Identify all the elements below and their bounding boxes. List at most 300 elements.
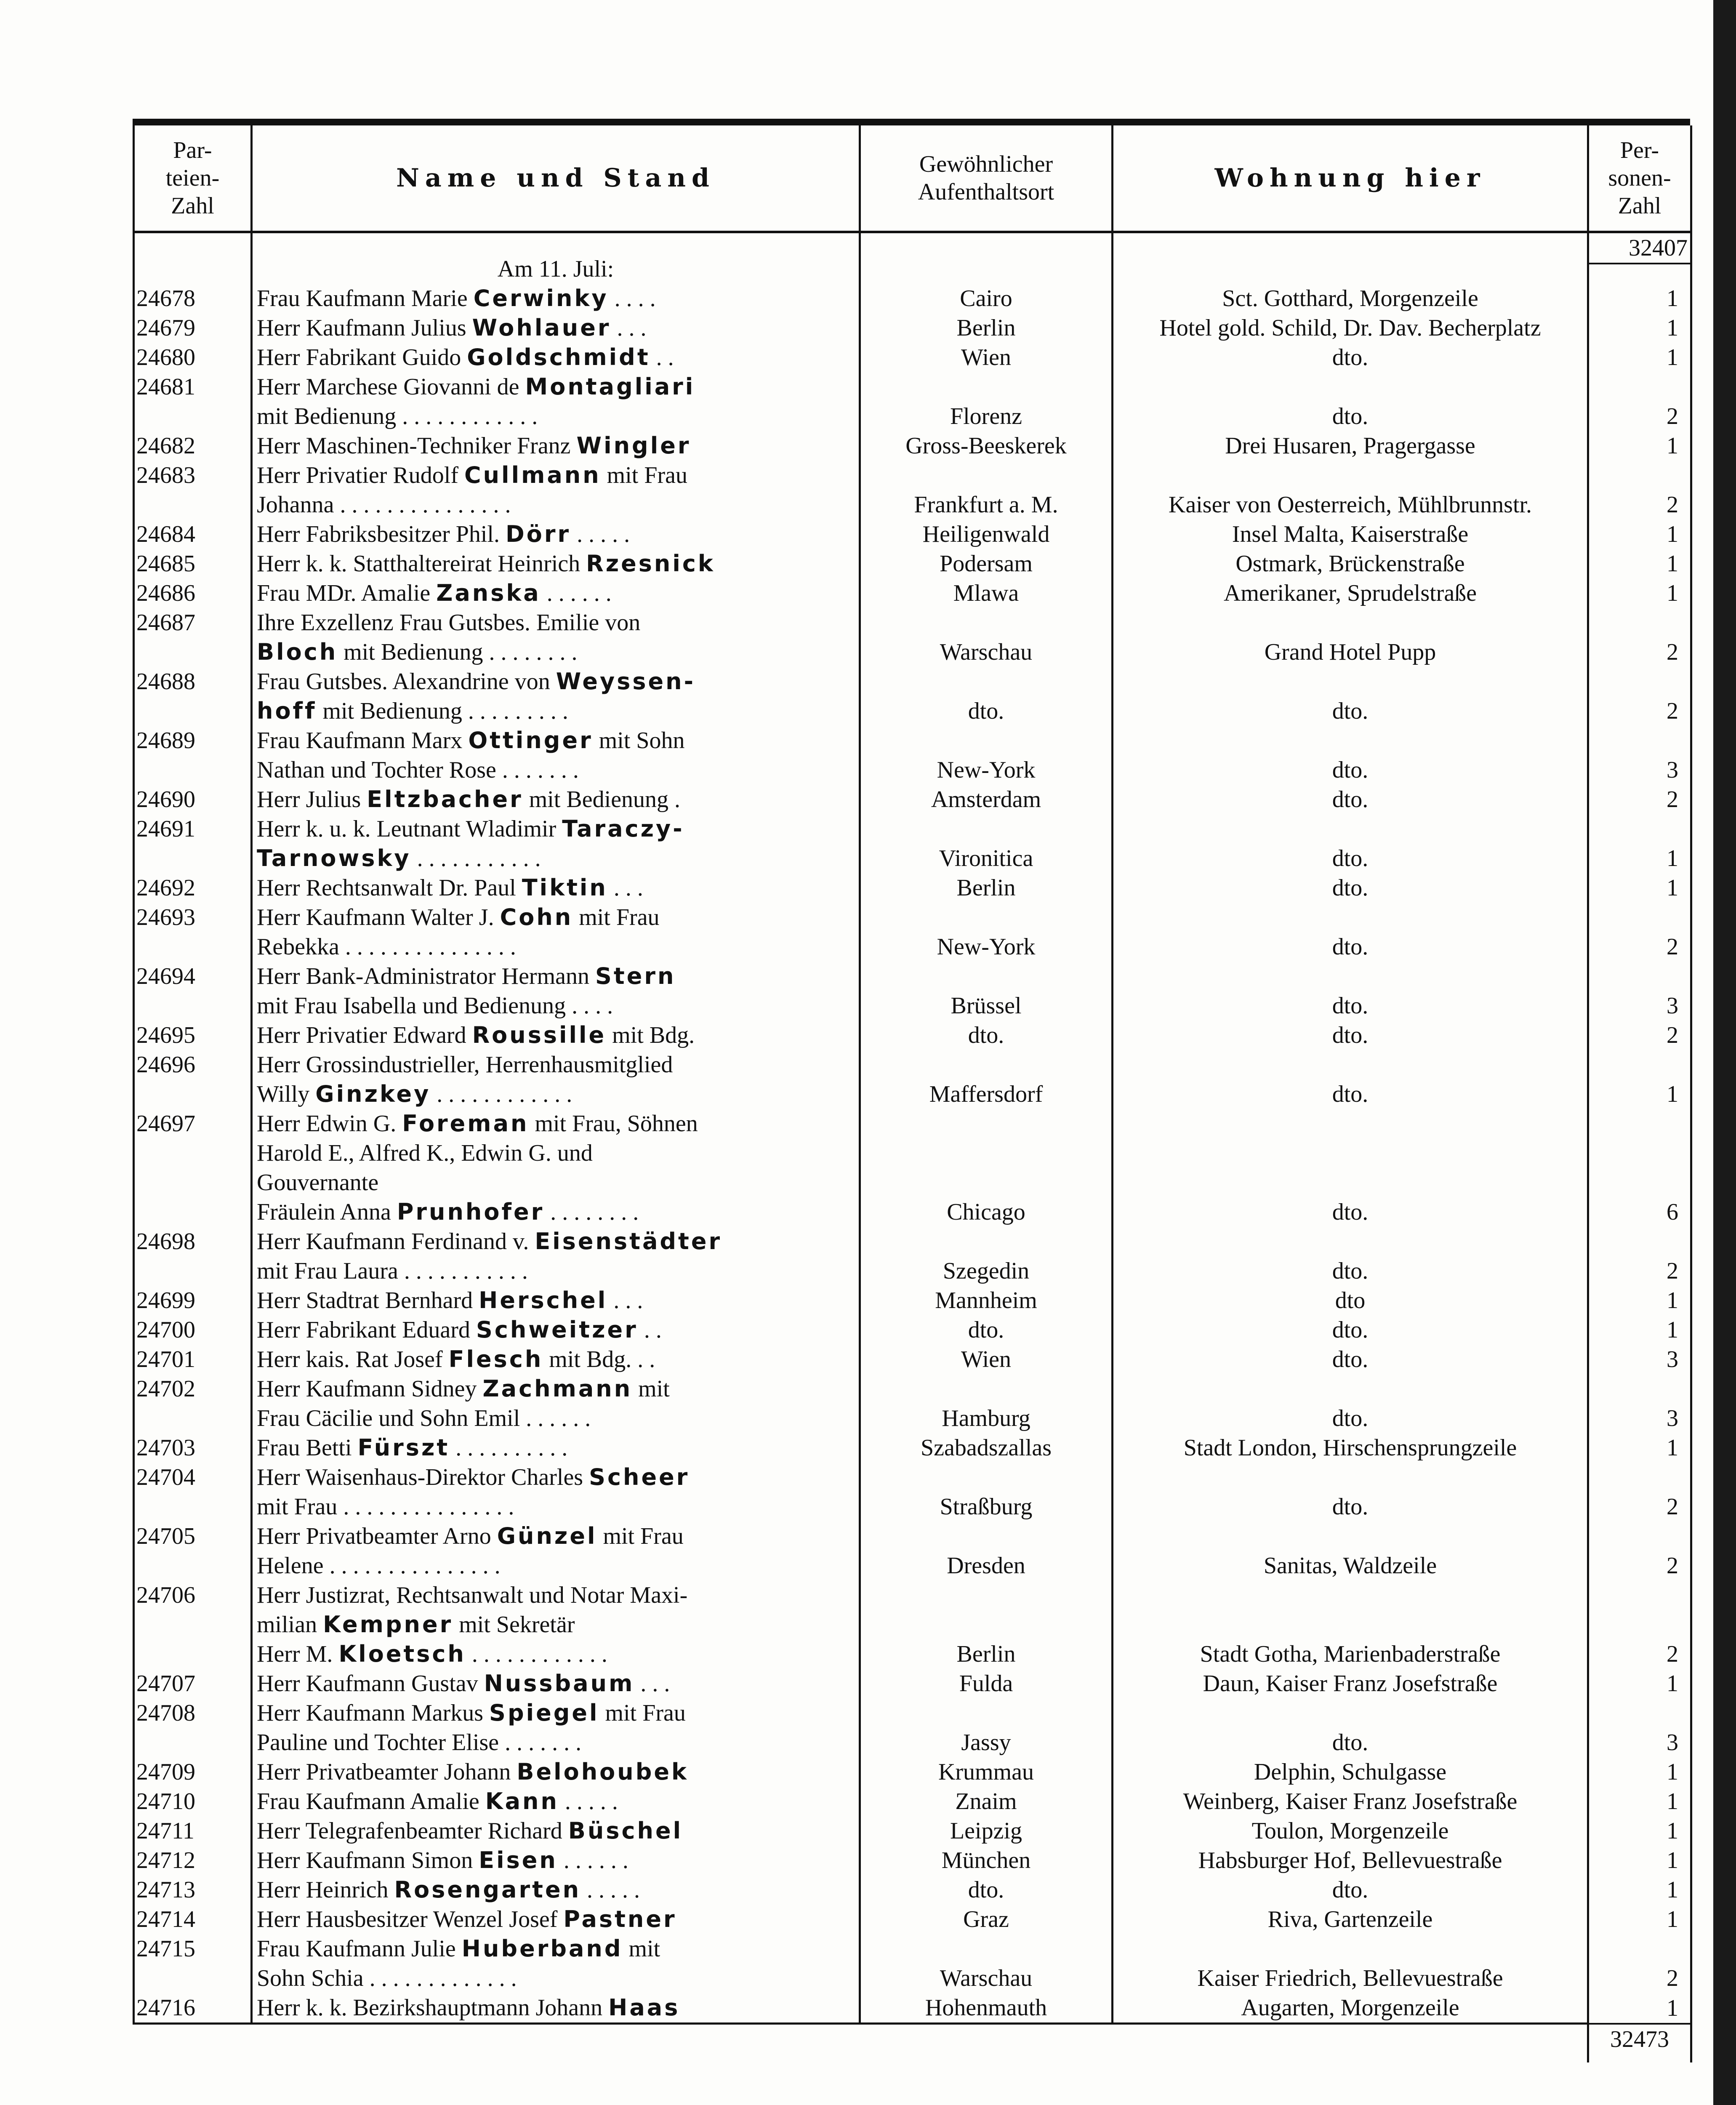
guest-name-cell [252,1050,860,1109]
name-text: Herr Bank-Administrator Hermann [257,963,595,989]
usual-residence: Amsterdam [860,785,1113,814]
name-suffix: . . . . . . . . [544,1199,639,1225]
name-text: Fräulein Anna [257,1199,397,1225]
name-suffix: mit Bedienung . . . . . . . . [338,639,578,665]
name-text: Pauline und Tochter Elise [257,1729,499,1756]
name-text: mit Bedienung [257,403,397,429]
surname: Büschel [568,1817,683,1844]
guest-name-cell [252,1521,860,1580]
name-text: Frau MDr. Amalie [257,580,437,606]
guest-name-cell [252,608,860,667]
surname: Wingler [576,432,691,459]
name-suffix: . . . . [566,993,613,1019]
surname: Huberband [461,1935,623,1962]
surname: Cerwinky [473,285,609,312]
total-row [134,2024,1691,2063]
surname: Zachmann [482,1375,633,1402]
name-line [257,667,855,696]
name-line [257,1197,855,1227]
guest-name-cell [252,785,860,814]
name-line [257,1138,855,1168]
usual-residence: Szabadszallas [860,1433,1113,1463]
surname: Nussbaum [484,1670,635,1697]
party-number: 24687 [134,608,252,667]
table-row [134,1286,1691,1315]
surname: Eltzbacher [367,786,523,813]
usual-residence: dto. [860,1021,1113,1050]
name-line [257,755,855,785]
person-count: 2 [1588,785,1691,814]
local-lodging: dto. [1113,667,1588,726]
table-row [134,1433,1691,1463]
header-person-count: Per- sonen- Zahl [1588,125,1691,232]
name-text: Frau Kaufmann Marie [257,285,474,312]
name-text: Herr Privatbeamter Arno [257,1523,497,1549]
surname: Kempner [323,1611,453,1638]
person-count: 1 [1588,284,1691,313]
surname: Dörr [505,521,571,547]
person-count: 3 [1588,726,1691,785]
guest-name-cell [252,903,860,962]
name-line [257,1757,855,1787]
table-row [134,284,1691,313]
party-number: 24716 [134,1993,252,2024]
person-count: 2 [1588,667,1691,726]
local-lodging: Grand Hotel Pupp [1113,608,1588,667]
name-text: Willy [257,1081,316,1107]
guest-name-cell [252,1433,860,1463]
surname: Kann [485,1788,559,1815]
name-text: Herr Privatbeamter Johann [257,1759,517,1785]
name-line [257,1964,855,1993]
local-lodging: dto. [1113,372,1588,431]
party-number: 24690 [134,785,252,814]
name-line [257,1286,855,1315]
name-line [257,1109,855,1138]
party-number: 24684 [134,520,252,549]
name-line [257,490,855,520]
local-lodging: Daun, Kaiser Franz Josefstraße [1113,1669,1588,1698]
usual-residence: Graz [860,1905,1113,1934]
surname: hoff [257,698,317,724]
header-row [134,125,1691,232]
name-line [257,1993,855,2022]
name-line [257,520,855,549]
party-number: 24713 [134,1875,252,1905]
surname: Wohlauer [472,314,611,341]
name-text: Herr k. k. Statthaltereirat Heinrich [257,551,586,577]
name-text: Herr Kaufmann Sidney [257,1376,483,1402]
name-text: Sohn Schia [257,1965,364,1991]
surname: Scheer [589,1464,690,1490]
guest-name-cell [252,1875,860,1905]
person-count: 1 [1588,1846,1691,1875]
local-lodging: Stadt Gotha, Marienbaderstraße [1113,1580,1588,1669]
party-number: 24686 [134,578,252,608]
table-row [134,1021,1691,1050]
guest-name-cell [252,343,860,372]
name-suffix: mit Bedienung . [523,786,681,813]
surname: Taraczy- [562,815,684,842]
person-count: 2 [1588,1021,1691,1050]
name-line [257,1345,855,1374]
table-row [134,1521,1691,1580]
surname: Ginzkey [315,1081,431,1107]
usual-residence: Fulda [860,1669,1113,1698]
surname: Roussille [472,1022,607,1048]
name-text: Herr k. k. Bezirkshauptmann Johann [257,1995,609,2021]
person-count: 1 [1588,1050,1691,1109]
party-number: 24680 [134,343,252,372]
party-number: 24710 [134,1787,252,1816]
table-row [134,1345,1691,1374]
surname: Bloch [257,639,338,665]
name-suffix: . . . . . [571,521,630,547]
surname: Cohn [500,904,573,930]
usual-residence: dto. [860,667,1113,726]
name-text: Herr Stadtrat Bernhard [257,1287,479,1314]
guest-name-cell [252,962,860,1021]
top-rule [133,119,1690,125]
usual-residence: Heiligenwald [860,520,1113,549]
party-number: 24712 [134,1846,252,1875]
surname: Kloetsch [338,1641,466,1667]
usual-residence: New-York [860,903,1113,962]
name-line [257,1728,855,1757]
name-line [257,1639,855,1669]
table-row [134,1315,1691,1345]
party-number: 24698 [134,1227,252,1286]
usual-residence: Mannheim [860,1286,1113,1315]
name-line [257,1551,855,1580]
usual-residence: Znaim [860,1787,1113,1816]
name-suffix: mit Sohn [593,727,685,754]
party-number: 24709 [134,1757,252,1787]
person-count: 2 [1588,608,1691,667]
name-text: Herr Edwin G. [257,1111,402,1137]
name-line [257,726,855,755]
person-count: 1 [1588,1669,1691,1698]
name-line [257,1610,855,1639]
table-row [134,1669,1691,1698]
party-number: 24685 [134,549,252,578]
name-suffix: mit Bedienung . . . . . . . . . [317,698,568,724]
party-number: 24704 [134,1463,252,1521]
party-number: 24700 [134,1315,252,1345]
usual-residence: Podersam [860,549,1113,578]
name-line [257,1404,855,1433]
guest-name-cell [252,1227,860,1286]
name-line [257,431,855,461]
header-name-and-rank: Name und Stand [252,125,860,232]
name-suffix: . . . . . . . . . . [450,1435,568,1461]
surname: Fürszt [357,1434,450,1461]
table-row [134,962,1691,1021]
local-lodging: dto. [1113,1109,1588,1227]
person-count: 1 [1588,313,1691,343]
usual-residence: Berlin [860,313,1113,343]
name-text: Herr Kaufmann Ferdinand v. [257,1228,535,1255]
name-line [257,903,855,932]
name-suffix: . . . . . . [541,580,612,606]
name-line [257,461,855,490]
usual-residence: Wien [860,1345,1113,1374]
usual-residence: Dresden [860,1521,1113,1580]
name-suffix: . . . . . [559,1788,618,1815]
name-text: Herr Kaufmann Julius [257,315,472,341]
name-line [257,1315,855,1345]
person-count: 1 [1588,1875,1691,1905]
person-count: 3 [1588,1698,1691,1757]
party-number: 24711 [134,1816,252,1846]
party-number: 24708 [134,1698,252,1757]
usual-residence: Leipzig [860,1816,1113,1846]
local-lodging: dto. [1113,1698,1588,1757]
person-count: 2 [1588,1934,1691,1993]
surname: Haas [608,1994,680,2021]
table-row [134,1934,1691,1993]
table-row [134,1905,1691,1934]
name-text: Herr Rechtsanwalt Dr. Paul [257,875,522,901]
name-text: Herr Hausbesitzer Wenzel Josef [257,1906,564,1932]
person-count: 1 [1588,1757,1691,1787]
name-line [257,1521,855,1551]
guest-name-cell [252,726,860,785]
table-row [134,1875,1691,1905]
name-text: mit Frau Isabella und Bedienung [257,993,566,1019]
surname: Herschel [479,1287,608,1314]
person-count: 6 [1588,1109,1691,1227]
guest-name-cell [252,1315,860,1345]
guest-name-cell [252,1286,860,1315]
name-line [257,1374,855,1404]
guest-name-cell [252,814,860,873]
surname: Belohoubek [517,1759,689,1785]
guest-name-cell [252,520,860,549]
name-text: Frau Cäcilie und Sohn Emil [257,1405,520,1431]
table-row [134,372,1691,431]
name-suffix: . . . . [608,285,656,312]
surname: Goldschmidt [467,344,650,370]
local-lodging: Drei Husaren, Pragergasse [1113,431,1588,461]
usual-residence: Cairo [860,284,1113,313]
name-suffix: . . . . . . . . . . . . [431,1081,572,1107]
party-number: 24681 [134,372,252,431]
guest-name-cell [252,873,860,903]
name-text: Herr Privatier Edward [257,1022,472,1048]
person-count: 3 [1588,1374,1691,1433]
local-lodging: dto. [1113,1021,1588,1050]
name-suffix: mit Frau [597,1523,684,1549]
table-row [134,431,1691,461]
name-text: milian [257,1612,323,1638]
surname: Cullmann [464,462,601,488]
usual-residence: Brüssel [860,962,1113,1021]
table-row [134,1374,1691,1433]
usual-residence: Frankfurt a. M. [860,461,1113,520]
usual-residence: dto. [860,1315,1113,1345]
surname: Ottinger [468,727,593,754]
header-party-number: Par- teien- Zahl [134,125,252,232]
name-suffix: mit Bdg. [606,1022,695,1048]
local-lodging: dto [1113,1286,1588,1315]
local-lodging: dto. [1113,1374,1588,1433]
person-count: 1 [1588,1816,1691,1846]
name-line [257,696,855,726]
surname: Pastner [563,1906,677,1932]
name-line [257,1875,855,1905]
name-line [257,1227,855,1256]
guest-name-cell [252,431,860,461]
party-number: 24697 [134,1109,252,1227]
table-row [134,1227,1691,1286]
name-text: Herr Grossindustrieller, Herrenhausmitglied [257,1052,673,1078]
guest-list-table-container [133,125,1690,2062]
party-number: 24683 [134,461,252,520]
name-suffix: . . . . . . . . . . . [411,845,541,871]
name-line [257,1787,855,1816]
name-text: Herr k. u. k. Leutnant Wladimir [257,816,562,842]
surname: Rosengarten [394,1876,581,1903]
name-line [257,1021,855,1050]
local-lodging: Hotel gold. Schild, Dr. Dav. Becherplatz [1113,313,1588,343]
name-text: Herr Justizrat, Rechtsanwalt und Notar Maxi- [257,1582,688,1608]
name-suffix: mit Bdg. . . [543,1346,655,1372]
party-number: 24703 [134,1433,252,1463]
surname: Flesch [448,1346,543,1372]
name-text: Gouvernante [257,1170,379,1196]
name-suffix: mit [623,1936,660,1962]
person-count: 2 [1588,1463,1691,1521]
name-text: Johanna [257,492,334,518]
guest-name-cell [252,1021,860,1050]
party-number: 24689 [134,726,252,785]
name-line [257,402,855,431]
party-number: 24691 [134,814,252,873]
person-count: 2 [1588,461,1691,520]
name-suffix: . . . . . . . . . . . [398,1258,528,1284]
table-row [134,1698,1691,1757]
guest-name-cell [252,372,860,431]
person-count: 2 [1588,1521,1691,1580]
name-text: Herr Fabrikant Guido [257,344,467,370]
local-lodging: Sanitas, Waldzeile [1113,1521,1588,1580]
name-text: Herr Waisenhaus-Direktor Charles [257,1464,589,1490]
usual-residence: Warschau [860,608,1113,667]
local-lodging: Sct. Gotthard, Morgenzeile [1113,284,1588,313]
table-row [134,903,1691,962]
surname: Zanska [436,580,541,606]
table-row [134,814,1691,873]
local-lodging: dto. [1113,962,1588,1021]
local-lodging: Kaiser Friedrich, Bellevuestraße [1113,1934,1588,1993]
guest-name-cell [252,1816,860,1846]
usual-residence: Berlin [860,1580,1113,1669]
name-line [257,932,855,962]
name-line [257,785,855,814]
name-suffix: . . . . . . . . . . . . . . . [334,492,511,518]
name-line [257,814,855,844]
usual-residence: dto. [860,1875,1113,1905]
local-lodging: dto. [1113,1463,1588,1521]
usual-residence: Szegedin [860,1227,1113,1286]
local-lodging: Delphin, Schulgasse [1113,1757,1588,1787]
total-count: 32473 [1588,2024,1691,2063]
usual-residence: Hohenmauth [860,1993,1113,2024]
guest-name-cell [252,1345,860,1374]
surname: Eisen [479,1847,558,1873]
name-text: Herr Kaufmann Walter J. [257,904,500,930]
name-suffix: . . . . . . . . . . . . . . . [337,1494,514,1520]
party-number: 24692 [134,873,252,903]
name-suffix: mit Frau [601,462,687,488]
name-text: Herr kais. Rat Josef [257,1346,449,1372]
name-line [257,991,855,1021]
name-suffix: mit Sekretär [453,1612,575,1638]
name-line [257,1905,855,1934]
name-line [257,1669,855,1698]
person-count: 1 [1588,431,1691,461]
header-local-lodging: Wohnung hier [1113,125,1588,232]
party-number: 24694 [134,962,252,1021]
usual-residence: Vironitica [860,814,1113,873]
name-suffix: . . . [607,1287,643,1314]
name-suffix: . . . [634,1671,670,1697]
name-line [257,1079,855,1109]
local-lodging: dto. [1113,1315,1588,1345]
usual-residence: Warschau [860,1934,1113,1993]
carry-over-count: 32407 [1589,233,1690,264]
name-line [257,1433,855,1463]
name-suffix: . . . . . . . . . . . . . . . [339,934,516,960]
party-number: 24679 [134,313,252,343]
usual-residence: Gross-Beeskerek [860,431,1113,461]
local-lodging: Ostmark, Brückenstraße [1113,549,1588,578]
person-count: 2 [1588,903,1691,962]
person-count: 2 [1588,1227,1691,1286]
local-lodging: dto. [1113,785,1588,814]
local-lodging: dto. [1113,1050,1588,1109]
local-lodging: Habsburger Hof, Bellevuestraße [1113,1846,1588,1875]
guest-name-cell [252,284,860,313]
name-text: Frau Gutsbes. Alexandrine von [257,669,556,695]
person-count: 1 [1588,1905,1691,1934]
table-row [134,578,1691,608]
name-line [257,1934,855,1964]
name-suffix: . . . . . . . . . . . . . . . [323,1553,501,1579]
name-text: Herr Julius [257,786,367,813]
name-text: Herr Maschinen-Techniker Franz [257,433,577,459]
name-text: Herr Privatier Rudolf [257,462,464,488]
surname: Rzesnick [586,550,715,577]
table-row [134,1787,1691,1816]
name-line [257,1698,855,1728]
party-number: 24706 [134,1580,252,1669]
person-count: 1 [1588,520,1691,549]
name-text: Herr Kaufmann Gustav [257,1671,484,1697]
name-text: Herr Heinrich [257,1877,394,1903]
name-text: Frau Betti [257,1435,358,1461]
local-lodging: Amerikaner, Sprudelstraße [1113,578,1588,608]
usual-residence: Hamburg [860,1374,1113,1433]
local-lodging: dto. [1113,343,1588,372]
party-number: 24714 [134,1905,252,1934]
table-row [134,1109,1691,1227]
table-row [134,1993,1691,2024]
table-row [134,1050,1691,1109]
local-lodging: dto. [1113,903,1588,962]
guest-name-cell [252,1787,860,1816]
